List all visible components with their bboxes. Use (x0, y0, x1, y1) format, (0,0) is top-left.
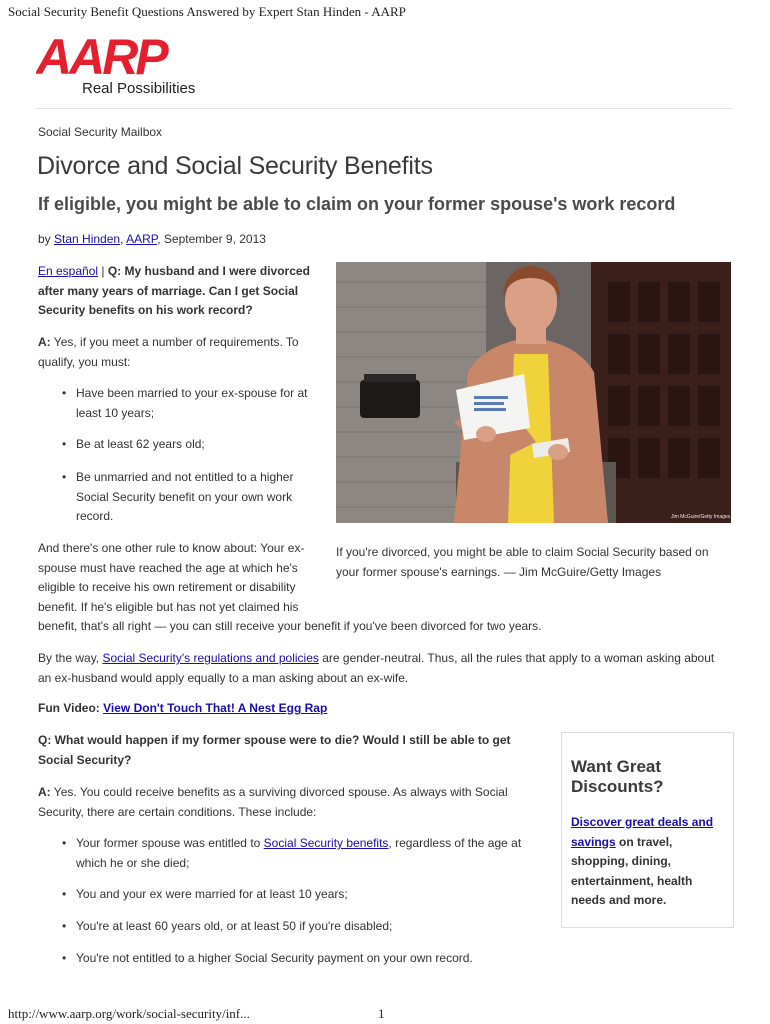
question-1 (38, 262, 310, 321)
article-photo (336, 262, 731, 523)
list-item (62, 917, 393, 937)
social-security-benefits-link[interactable]: Social Security benefits (263, 836, 389, 850)
aarp-tagline: Real Possibilities (82, 80, 196, 97)
lang-sep: | (98, 264, 108, 278)
q2-line2: Social Security? (38, 752, 132, 767)
other-rule-line3: eligible to receive his own retirement or disability (38, 580, 296, 594)
promo-text-line2: on travel, (615, 834, 673, 849)
a2-bullet-4: You're not entitled to a higher Social Security payment on your own record. (76, 951, 473, 965)
a2-bullet-1-line2: which he or she died; (76, 855, 190, 870)
q1-label: Q: (107, 264, 122, 278)
answer-2 (38, 783, 508, 822)
other-rule-line5: benefit, that's all right — you can still receive your benefit if you've been divorced for two years. (38, 619, 542, 633)
q2-line1: Q: What would happen if my former spouse were to die? Would I still be able to get (38, 733, 511, 747)
a1-line2: qualify, you must: (38, 354, 131, 369)
discounts-promo (561, 732, 734, 928)
byline (38, 232, 266, 246)
q1-line3: Security benefits on his work record? (38, 303, 253, 317)
a1-bullet-1-line2: least 10 years; (76, 405, 155, 420)
author-link[interactable]: Stan Hinden (54, 232, 121, 246)
list-item (62, 834, 522, 873)
a1-bullet-2-line1: Be at least 62 years old; (76, 437, 205, 451)
promo-text-line3: shopping, dining, (571, 854, 671, 868)
btw-pre: By the way, (38, 651, 103, 665)
bullet-dot: • (62, 951, 67, 965)
a2-label: A: (38, 785, 51, 799)
other-rule-line1: And there's one other rule to know about: Your ex- (38, 541, 305, 555)
bullet-dot: • (62, 386, 67, 400)
list-item (62, 384, 308, 423)
a1-bullet-3-line3: record. (76, 509, 114, 523)
bullet-dot: • (62, 437, 67, 451)
promo-text (571, 813, 731, 911)
q1-line1: My husband and I were divorced (121, 264, 310, 278)
bullet-dot: • (62, 887, 67, 901)
footer-url: http://www.aarp.org/work/social-security/inf... (8, 1006, 250, 1021)
promo-title-line2: Discounts? (571, 777, 664, 796)
a1-bullet-3-line1: Be unmarried and not entitled to a higher (76, 470, 294, 484)
spanish-link[interactable]: En español (38, 264, 99, 278)
photo-credit: Jim McGuire/Getty Images (671, 514, 731, 520)
a2-bullet-2: You and your ex were married for at least 10 years; (76, 887, 348, 901)
btw-line2: an ex-husband would apply equally to a man asking about an ex-wife. (38, 670, 409, 685)
btw-post: are gender-neutral. Thus, all the rules that apply to a woman asking about (318, 651, 715, 665)
a2-bullet-1-pre: Your former spouse was entitled to (76, 836, 264, 850)
list-item (62, 949, 473, 969)
by-the-way-paragraph (38, 649, 714, 688)
caption-line1: If you're divorced, you might be able to claim Social Security based on (336, 545, 709, 559)
aarp-wordmark-text: AARP (36, 30, 166, 85)
page-number: 1 (378, 1006, 385, 1021)
a2-bullet-1-post: , regardless of the age at (388, 836, 522, 850)
a2-line2: Security, there are certain conditions. These include: (38, 804, 317, 819)
a2-line1: Yes. You could receive benefits as a surviving divorced spouse. As always with Social (50, 785, 508, 799)
caption-line2: your former spouse's earnings. — Jim McGuire/Getty Images (336, 564, 662, 579)
print-header: Social Security Benefit Questions Answered by Expert Stan Hinden - AARP (8, 4, 406, 19)
a1-bullet-3-line2: Social Security benefit on your own work (76, 489, 293, 504)
article-title: Divorce and Social Security Benefits (37, 152, 433, 180)
a1-line1: Yes, if you meet a number of requirements. To (50, 335, 299, 349)
list-item (62, 885, 348, 905)
answer-1 (38, 333, 299, 372)
section-kicker: Social Security Mailbox (38, 125, 163, 139)
nest-egg-rap-link[interactable]: View Don't Touch That! A Nest Egg Rap (103, 701, 328, 715)
promo-title (571, 757, 721, 797)
list-item (62, 435, 205, 455)
other-rule-paragraph (38, 539, 542, 637)
other-rule-line4: benefit. If he's eligible but has not yet claimed his (38, 599, 299, 614)
photo-illustration (336, 262, 731, 523)
regulations-link[interactable]: Social Security's regulations and policies (102, 651, 319, 665)
a2-bullet-3: You're at least 60 years old, or at least 50 if you're disabled; (76, 919, 393, 933)
fun-video-label: Fun Video: (38, 701, 104, 715)
list-item (62, 468, 294, 527)
a1-bullet-1-line1: Have been married to your ex-spouse for at (76, 386, 308, 400)
question-2 (38, 731, 510, 770)
bullet-dot: • (62, 919, 67, 933)
promo-text-line5: needs and more. (571, 893, 667, 907)
aarp-wordmark (36, 30, 169, 85)
fun-video (38, 699, 327, 719)
byline-sep: , (120, 232, 127, 246)
byline-date: , September 9, 2013 (157, 232, 266, 246)
other-rule-line2: spouse must have reached the age at which he's (38, 560, 298, 575)
promo-title-line1: Want Great (571, 757, 662, 776)
aarp-link[interactable]: AARP (126, 232, 158, 246)
bullet-dot: • (62, 836, 67, 850)
a1-label: A: (38, 335, 51, 349)
discover-deals-link-cont[interactable]: savings (571, 834, 616, 849)
promo-text-line4: entertainment, health (571, 873, 693, 888)
header-divider (36, 108, 733, 109)
aarp-logo[interactable] (36, 30, 216, 100)
bullet-dot: • (62, 470, 67, 484)
byline-prefix: by (38, 232, 55, 246)
discover-deals-link[interactable]: Discover great deals and (571, 815, 714, 829)
article-subtitle: If eligible, you might be able to claim on your former spouse's work record (38, 194, 676, 214)
q1-line2: after many years of marriage. Can I get Social (38, 283, 299, 298)
